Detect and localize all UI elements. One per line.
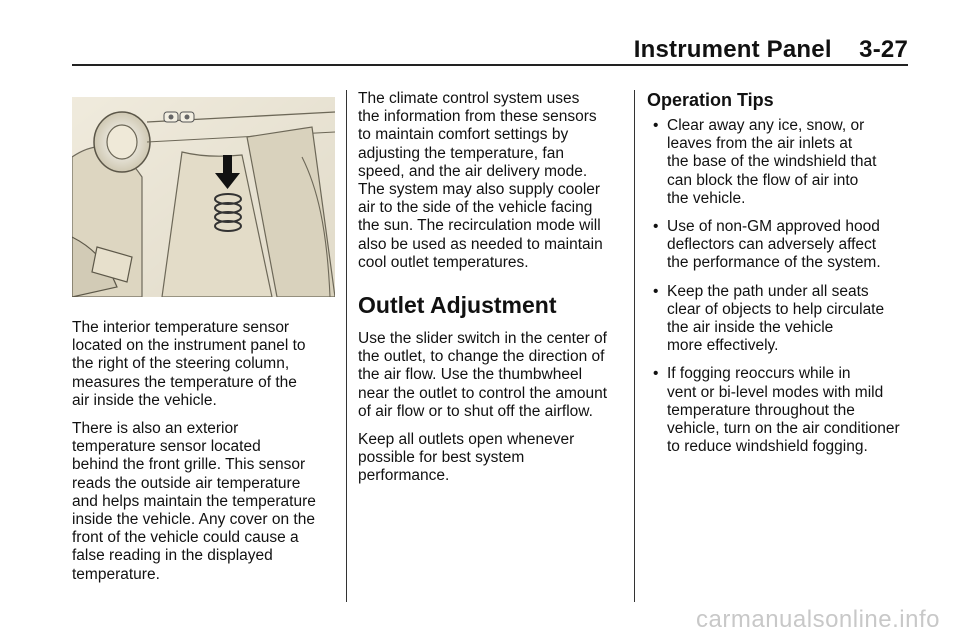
bullet-icon: • (653, 218, 659, 236)
column-divider-2 (634, 90, 635, 602)
bullet-icon: • (653, 365, 659, 383)
column-1 (72, 319, 337, 584)
column-3 (647, 90, 912, 466)
header-rule (72, 64, 908, 66)
section-heading-operation-tips: Operation Tips (647, 90, 774, 110)
page-title: Instrument Panel 3-27 (633, 36, 908, 63)
column-divider-1 (346, 90, 347, 602)
vent-sensor-illustration (72, 97, 335, 297)
paragraph-slider-switch: Use the slider switch in the center of the outlet, to change the direction of the air flow. Use the thumbwheel near the outlet to control the amount of air flow or to shut off the airflow. (358, 330, 608, 420)
list-item: • If fogging reoccurs while in vent or bi-level modes with mild temperature throughout the vehicle, turn on the air conditioner to reduce windshield fogging. (653, 365, 900, 456)
page-header (0, 0, 960, 70)
section-heading-outlet-adjustment: Outlet Adjustment (358, 292, 557, 319)
list-item: • Keep the path under all seats clear of objects to help circulate the air inside the vehicle more effectively. (653, 282, 885, 355)
paragraph-interior-sensor: The interior temperature sensor located on the instrument panel to the right of the steering column, measures the temperature of the air inside the vehicle. (72, 319, 306, 409)
tips-list (647, 117, 912, 456)
list-item: • Clear away any ice, snow, or leaves from the air inlets at the base of the windshield that can block the flow of air into the vehicle. (653, 117, 877, 207)
column-2 (358, 90, 624, 486)
watermark: carmanualsonline.info (696, 606, 940, 633)
bullet-icon: • (653, 282, 659, 300)
list-item: • Use of non-GM approved hood deflectors can adversely affect the performance of the system. (653, 218, 881, 272)
paragraph-keep-outlets-open: Keep all outlets open whenever possible for best system performance. (358, 431, 575, 485)
paragraph-climate-control: The climate control system uses the information from these sensors to maintain comfort settings by adjusting the temperature, fan speed, and the air delivery mode. The system may also supply cooler air to the side of the vehicle facing the sun. The recirculation mode will also be used as needed to maintain cool outlet temperatures. (358, 90, 603, 271)
bullet-icon: • (653, 117, 659, 134)
paragraph-exterior-sensor: There is also an exterior temperature sensor located behind the front grille. This sensor reads the outside air temperature and helps maintain the temperature inside the vehicle. Any cover on the front of the vehicle could cause a false reading in the displayed temperature. (72, 420, 316, 583)
